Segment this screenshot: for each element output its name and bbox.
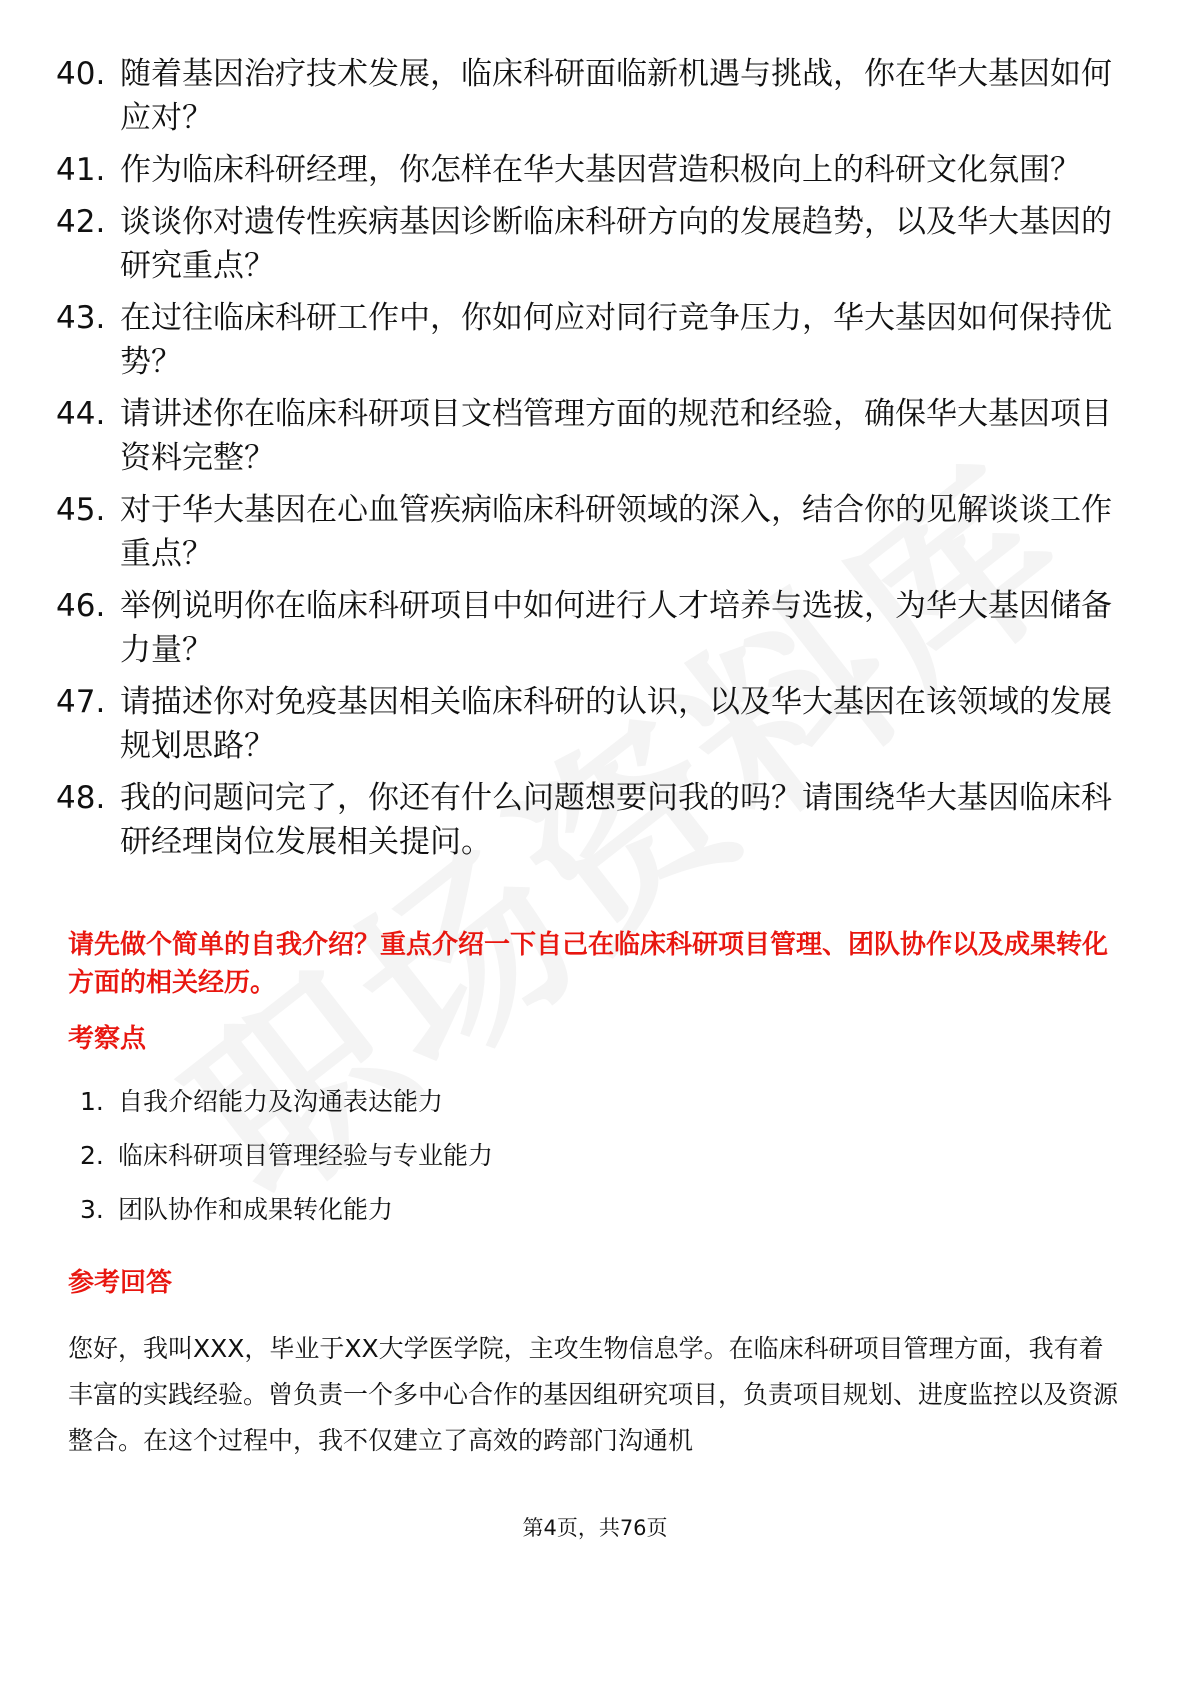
kaochadian-heading: 考察点 xyxy=(68,1024,147,1054)
list-item xyxy=(80,1082,493,1122)
question-text: 随着基因治疗技术发展，临床科研面临新机遇与挑战，你在华大基因如何应对？ xyxy=(120,56,1112,136)
question-number: 44. xyxy=(56,396,106,432)
question-text: 在过往临床科研工作中，你如何应对同行竞争压力，华大基因如何保持优势？ xyxy=(120,300,1112,380)
featured-question: 请先做个简单的自我介绍？重点介绍一下自己在临床科研项目管理、团队协作以及成果转化方面的相关经历。 xyxy=(68,930,1109,998)
reference-heading: 参考回答 xyxy=(68,1268,173,1298)
point-text: 团队协作和成果转化能力 xyxy=(118,1195,394,1224)
point-text: 临床科研项目管理经验与专业能力 xyxy=(118,1141,494,1170)
question-text: 作为临床科研经理，你怎样在华大基因营造积极向上的科研文化氛围？ xyxy=(120,152,1081,188)
reference-answer: 您好，我叫XXX，毕业于XX大学医学院，主攻生物信息学。在临床科研项目管理方面，我有着丰富的实践经验。曾负责一个多中心合作的基因组研究项目，负责项目规划、进度监控以及资源整合。在这个过程中，我不仅建立了高效的跨部门沟通机 xyxy=(68,1334,1119,1455)
list-item xyxy=(56,776,1116,864)
question-text: 举例说明你在临床科研项目中如何进行人才培养与选拔，为华大基因储备力量？ xyxy=(120,588,1112,668)
point-text: 自我介绍能力及沟通表达能力 xyxy=(118,1087,444,1116)
question-number: 45. xyxy=(56,492,106,528)
kaochadian-list xyxy=(80,1082,493,1244)
question-text: 请讲述你在临床科研项目文档管理方面的规范和经验，确保华大基因项目资料完整？ xyxy=(120,396,1112,476)
list-item xyxy=(56,392,1116,480)
question-number: 43. xyxy=(56,300,106,336)
point-number: 1. xyxy=(80,1087,104,1116)
list-item xyxy=(80,1136,493,1176)
point-number: 3. xyxy=(80,1195,104,1224)
page-footer: 第4页，共76页 xyxy=(522,1516,668,1540)
question-number: 42. xyxy=(56,204,106,240)
list-item xyxy=(56,584,1116,672)
list-item xyxy=(56,148,1116,192)
list-item xyxy=(56,296,1116,384)
question-number: 40. xyxy=(56,56,106,92)
list-item xyxy=(80,1190,493,1230)
question-number: 48. xyxy=(56,780,106,816)
question-number: 41. xyxy=(56,152,106,188)
list-item xyxy=(56,52,1116,140)
question-text: 我的问题问完了，你还有什么问题想要问我的吗？请围绕华大基因临床科研经理岗位发展相关提问。 xyxy=(120,780,1112,860)
question-list xyxy=(56,52,1116,872)
question-number: 46. xyxy=(56,588,106,624)
list-item xyxy=(56,488,1116,576)
question-number: 47. xyxy=(56,684,106,720)
question-text: 谈谈你对遗传性疾病基因诊断临床科研方向的发展趋势，以及华大基因的研究重点？ xyxy=(120,204,1112,284)
list-item xyxy=(56,680,1116,768)
point-number: 2. xyxy=(80,1141,104,1170)
list-item xyxy=(56,200,1116,288)
question-text: 对于华大基因在心血管疾病临床科研领域的深入，结合你的见解谈谈工作重点？ xyxy=(120,492,1112,572)
question-text: 请描述你对免疫基因相关临床科研的认识，以及华大基因在该领域的发展规划思路？ xyxy=(120,684,1112,764)
